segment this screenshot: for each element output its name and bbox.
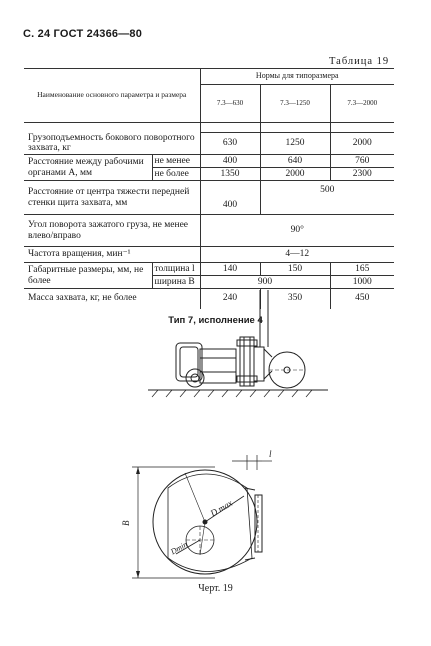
- figure-title: Тип 7, исполнение 4: [168, 315, 263, 326]
- loader-side-view: [148, 290, 328, 397]
- cab-body: [200, 349, 236, 383]
- dmax-label: D max: [208, 497, 235, 519]
- row-center-label: Расстояние от центра тяжести передней стенки щита захвата, мм: [24, 181, 200, 215]
- distance-min-label: не менее: [152, 155, 200, 168]
- thickness-1: 140: [200, 263, 260, 276]
- page-header: С. 24 ГОСТ 24366—80: [23, 28, 143, 40]
- table-caption: Таблица 19: [329, 56, 390, 67]
- distance-max-2: 2000: [260, 168, 330, 181]
- distance-min-2: 640: [260, 155, 330, 168]
- ground-hatch: [152, 390, 312, 397]
- clamp-front-view: [132, 455, 272, 578]
- dim-b-label: B: [121, 520, 131, 526]
- row-distance-label: Расстояние между рабочими органами А, мм: [24, 155, 152, 181]
- distance-min-3: 760: [330, 155, 394, 168]
- row-capacity-label: Грузоподъемность бокового поворотного захвата, кг: [24, 133, 200, 155]
- row-angle-label: Угол поворота зажатого груза, не менее влево/вправо: [24, 215, 200, 247]
- width-2: 1000: [330, 276, 394, 289]
- center-2: 500: [260, 181, 394, 215]
- header-norms: Нормы для типоразмера: [200, 69, 394, 85]
- header-size-1: 7.3—630: [200, 85, 260, 123]
- figure-caption: Черт. 19: [198, 583, 233, 594]
- header-size-3: 7.3—2000: [330, 85, 394, 123]
- thickness-2: 150: [260, 263, 330, 276]
- distance-min-1: 400: [200, 155, 260, 168]
- mass-3: 450: [330, 289, 394, 309]
- mass-2: 350: [260, 289, 330, 309]
- header-size-2: 7.3—1250: [260, 85, 330, 123]
- thickness-3: 165: [330, 263, 394, 276]
- capacity-3: 2000: [330, 133, 394, 155]
- capacity-2: 1250: [260, 133, 330, 155]
- distance-max-label: не более: [152, 168, 200, 181]
- center-1: 400: [200, 198, 260, 215]
- clamp-arm: [255, 495, 262, 552]
- dims-width-label: ширина B: [152, 276, 200, 289]
- header-param: Наименование основного параметра и размера: [24, 69, 200, 123]
- distance-max-1: 1350: [200, 168, 260, 181]
- mass-1: 240: [200, 289, 260, 309]
- mast: [240, 337, 254, 386]
- row-mass-label: Масса захвата, кг, не более: [24, 289, 200, 309]
- dims-thickness-label: толщина l: [152, 263, 200, 276]
- angle-value: 90°: [200, 215, 394, 247]
- row-rotation-label: Частота вращения, мин⁻¹: [24, 247, 200, 263]
- distance-max-3: 2300: [330, 168, 394, 181]
- rear-wheel: [186, 369, 204, 387]
- dmin-label: Dmin: [169, 539, 189, 557]
- capacity-1: 630: [200, 133, 260, 155]
- rotation-value: 4—12: [200, 247, 394, 263]
- width-1: 900: [200, 276, 330, 289]
- dim-l-label: l: [269, 449, 272, 459]
- row-dims-label: Габаритные размеры, мм, не более: [24, 263, 152, 289]
